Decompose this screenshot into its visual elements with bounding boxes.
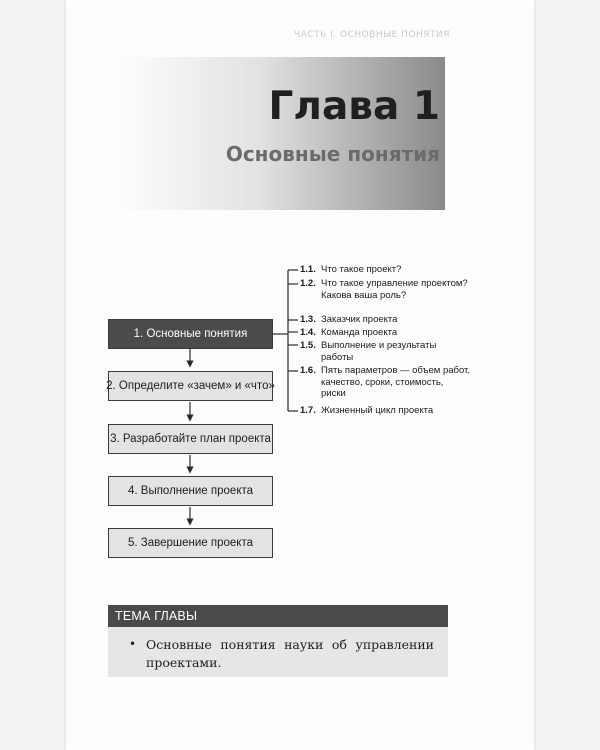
flow-step-2: 2. Определите «зачем» и «что» (108, 371, 273, 401)
topic-item (300, 314, 470, 326)
flow-step-5: 5. Завершение проекта (108, 528, 273, 558)
flow-step-4: 4. Выполнение проекта (108, 476, 273, 506)
topic-text: Команда проекта (321, 327, 398, 338)
theme-item: Основные понятия науки об управлении проектами. (146, 637, 434, 670)
topic-number: 1.2. (300, 278, 316, 289)
topic-item (300, 327, 470, 339)
topic-item (300, 405, 470, 417)
bullet-icon: • (129, 637, 137, 651)
flow-step-3: 3. Разработайте план проекта (108, 424, 273, 454)
running-head: ЧАСТЬ I. ОСНОВНЫЕ ПОНЯТИЯ (293, 30, 450, 40)
topic-item (300, 340, 470, 363)
chapter-subtitle: Основные понятия (225, 142, 440, 166)
theme-heading: ТЕМА ГЛАВЫ (108, 605, 448, 627)
topic-item (300, 278, 470, 301)
flow-step-1: 1. Основные понятия (108, 319, 273, 349)
topic-number: 1.7. (300, 405, 316, 416)
topic-text: Что такое управление проектом? Какова ваша роль? (321, 278, 468, 301)
topic-item (300, 365, 470, 400)
topic-text: Пять параметров — объем работ, качество, сроки, стоимость, риски (321, 365, 470, 399)
topic-text: Что такое проект? (321, 264, 402, 275)
topic-text: Выполнение и результаты работы (321, 340, 437, 363)
topic-text: Заказчик проекта (321, 314, 398, 325)
topic-number: 1.4. (300, 327, 316, 338)
topic-number: 1.6. (300, 365, 316, 376)
topic-number: 1.5. (300, 340, 316, 351)
topic-number: 1.3. (300, 314, 316, 325)
chapter-title: Глава 1 (268, 84, 440, 129)
topic-text: Жизненный цикл проекта (321, 405, 434, 416)
topic-number: 1.1. (300, 264, 316, 275)
topic-item (300, 264, 470, 276)
